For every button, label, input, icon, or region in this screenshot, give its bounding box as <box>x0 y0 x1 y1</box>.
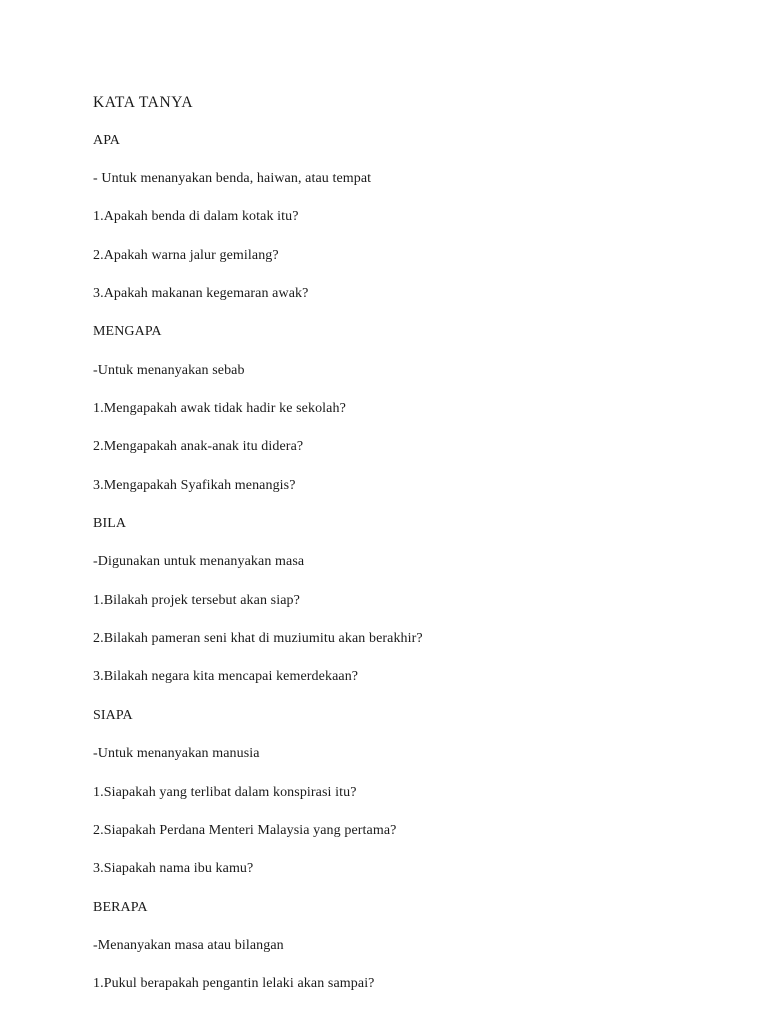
example-line: 1.Mengapakah awak tidak hadir ke sekolah? <box>93 401 346 416</box>
example-line: 2.Bilakah pameran seni khat di muziumitu akan berakhir? <box>93 631 423 646</box>
example-line: 3.Apakah makanan kegemaran awak? <box>93 286 309 301</box>
document-title: KATA TANYA <box>93 94 194 111</box>
definition-line: -Untuk menanyakan sebab <box>93 363 245 378</box>
example-line: 3.Bilakah negara kita mencapai kemerdekaan? <box>93 669 359 684</box>
section-heading-apa: APA <box>93 133 121 148</box>
example-line: 3.Mengapakah Syafikah menangis? <box>93 478 296 493</box>
definition-line: -Menanyakan masa atau bilangan <box>93 938 284 953</box>
example-line: 1.Siapakah yang terlibat dalam konspirasi itu? <box>93 785 357 800</box>
example-line: 1.Pukul berapakah pengantin lelaki akan sampai? <box>93 976 375 991</box>
definition-line: -Digunakan untuk menanyakan masa <box>93 554 305 569</box>
example-line: 2.Mengapakah anak-anak itu didera? <box>93 439 304 454</box>
definition-line: -Untuk menanyakan manusia <box>93 746 260 761</box>
section-heading-siapa: SIAPA <box>93 708 133 723</box>
section-heading-bila: BILA <box>93 516 127 531</box>
section-heading-mengapa: MENGAPA <box>93 324 162 339</box>
example-line: 2.Siapakah Perdana Menteri Malaysia yang pertama? <box>93 823 397 838</box>
example-line: 2.Apakah warna jalur gemilang? <box>93 248 279 263</box>
example-line: 3.Siapakah nama ibu kamu? <box>93 861 254 876</box>
example-line: 1.Bilakah projek tersebut akan siap? <box>93 593 300 608</box>
example-line: 1.Apakah benda di dalam kotak itu? <box>93 209 299 224</box>
definition-line: - Untuk menanyakan benda, haiwan, atau tempat <box>93 171 372 186</box>
section-heading-berapa: BERAPA <box>93 900 148 915</box>
